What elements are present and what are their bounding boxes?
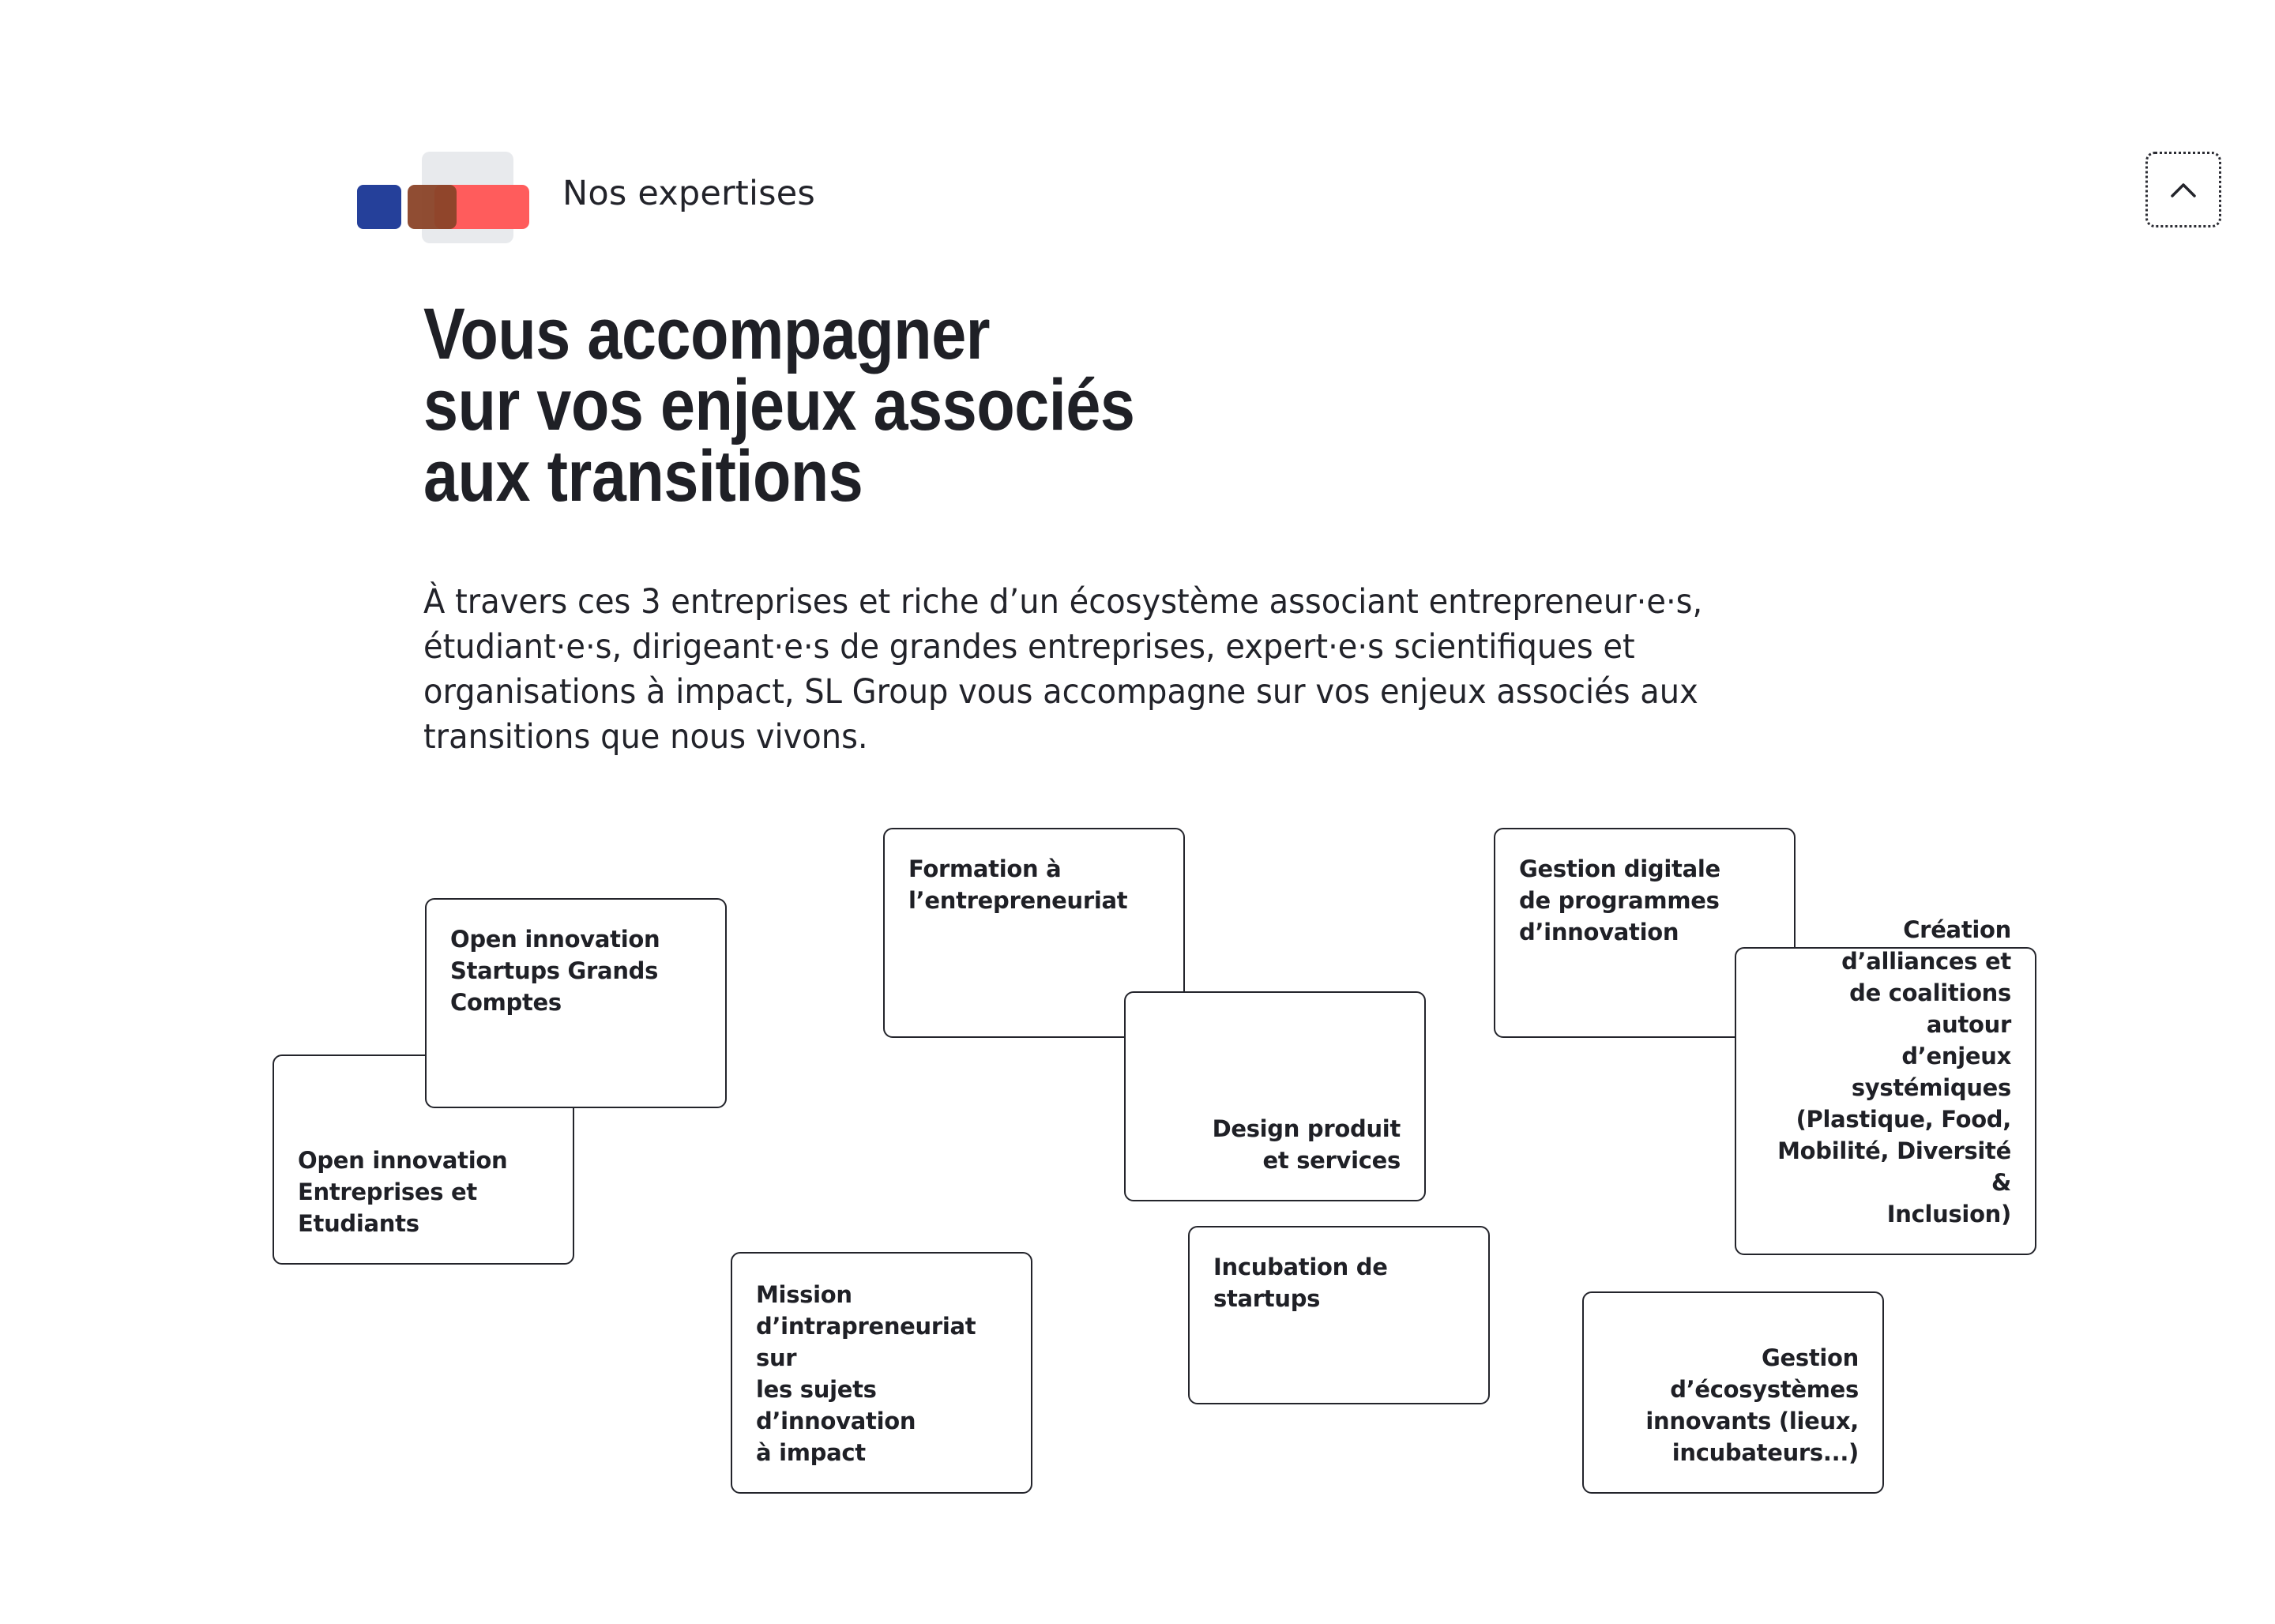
chevron-up-icon	[2169, 180, 2198, 199]
logo-brown-square	[408, 185, 457, 229]
sl-group-logo	[355, 150, 537, 245]
expertise-card-label: Design produit et services	[1212, 1115, 1401, 1174]
expertise-card-label: Mission d’intrapreneuriat sur les sujets d’innovation à impact	[756, 1281, 976, 1466]
expertise-card-label: Incubation de startups	[1213, 1254, 1388, 1312]
expertise-card-label: Open innovation Entreprises et Etudiants	[298, 1147, 508, 1237]
expertise-card-open-innovation-startups	[425, 898, 727, 1108]
section-eyebrow: Nos expertises	[562, 174, 815, 213]
expertise-card-label: Gestion d’écosystèmes innovants (lieux, incubateurs...)	[1645, 1344, 1859, 1466]
expertise-card-alliances-coalitions	[1735, 916, 2036, 1255]
expertise-card-startup-incubation	[1188, 1226, 1490, 1404]
page-title	[423, 294, 1135, 517]
intro-paragraph: À travers ces 3 entreprises et riche d’un écosystème associant entrepreneur·e·s, étudiant·e·s, dirigeant·e·s de grandes entreprises, expert·e·s scientifiques et organisations à impact, SL Group vous accompagne sur vos enjeux associés aux transitions que nous vivons.	[423, 582, 1703, 757]
title-line: aux transitions	[423, 436, 863, 517]
title-line: Vous accompagner	[423, 294, 991, 374]
expertise-card-product-design	[1124, 991, 1426, 1201]
expertise-card-intrapreneurship-mission	[731, 1252, 1032, 1494]
expertise-card-label: Formation à l’entrepreneuriat	[908, 855, 1128, 914]
title-line: sur vos enjeux associés	[423, 365, 1135, 445]
expertise-card-label: Création d’alliances et de coalitions autour d’enjeux systémiques (Plastique, Food, Mobilité, Diversité & Inclusion)	[1777, 916, 2011, 1227]
expertise-card-ecosystem-management	[1582, 1291, 1884, 1494]
expertise-card-label: Open innovation Startups Grands Comptes	[450, 926, 660, 1016]
expertise-card-label: Gestion digitale de programmes d’innovation	[1519, 855, 1720, 945]
logo-blue-square	[357, 185, 401, 229]
scroll-to-top-button[interactable]	[2145, 152, 2221, 227]
